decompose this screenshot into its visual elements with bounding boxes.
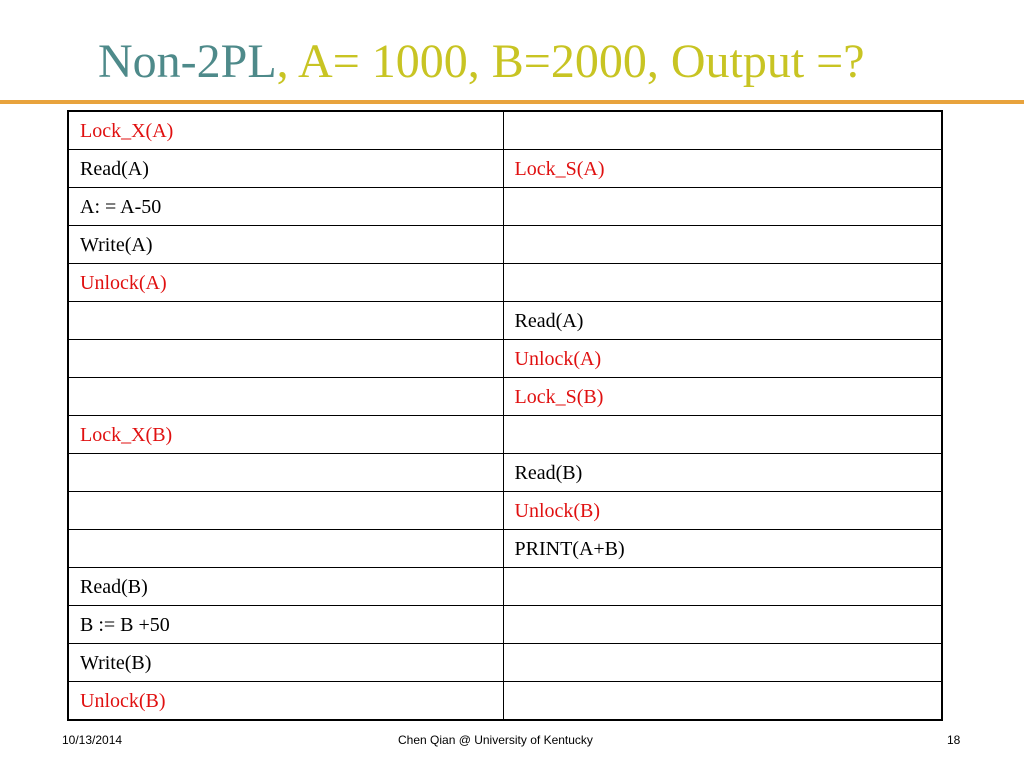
table-row [68,644,942,682]
table-row [68,150,942,188]
transaction-1-step: B := B +50 [68,606,503,644]
table-row [68,454,942,492]
table-row [68,568,942,606]
table-row [68,416,942,454]
transaction-1-step: Lock_X(A) [68,111,503,150]
transaction-2-step [503,264,942,302]
transaction-1-step [68,340,503,378]
table-row [68,264,942,302]
transaction-1-step: Read(B) [68,568,503,606]
transaction-2-step [503,644,942,682]
transaction-2-step: Unlock(B) [503,492,942,530]
table-row [68,226,942,264]
schedule-body [68,111,942,720]
transaction-2-step: Lock_S(A) [503,150,942,188]
table-row [68,302,942,340]
transaction-1-step: Read(A) [68,150,503,188]
transaction-2-step: Read(B) [503,454,942,492]
schedule-table [67,110,943,721]
transaction-2-step [503,111,942,150]
table-row [68,378,942,416]
table-row [68,682,942,721]
table-row [68,606,942,644]
transaction-2-step [503,226,942,264]
footer-author: Chen Qian @ University of Kentucky [398,733,593,747]
transaction-2-step: PRINT(A+B) [503,530,942,568]
transaction-1-step: Unlock(B) [68,682,503,721]
transaction-1-step: Unlock(A) [68,264,503,302]
transaction-1-step: A: = A-50 [68,188,503,226]
transaction-1-step: Write(B) [68,644,503,682]
title-main: Non-2PL [98,35,277,88]
transaction-1-step: Lock_X(B) [68,416,503,454]
transaction-2-step [503,606,942,644]
transaction-2-step: Lock_S(B) [503,378,942,416]
transaction-1-step [68,530,503,568]
transaction-2-step [503,188,942,226]
table-row [68,340,942,378]
table-row [68,530,942,568]
transaction-1-step [68,492,503,530]
table-row [68,492,942,530]
transaction-1-step: Write(A) [68,226,503,264]
transaction-2-step [503,682,942,721]
transaction-1-step [68,454,503,492]
transaction-2-step [503,568,942,606]
footer-date: 10/13/2014 [62,733,123,747]
transaction-2-step: Unlock(A) [503,340,942,378]
title-values: , A= 1000, B=2000, Output =? [276,35,865,88]
slide-title [98,34,865,90]
transaction-2-step [503,416,942,454]
title-divider [0,100,1024,104]
transaction-1-step [68,302,503,340]
table-row [68,188,942,226]
table-row [68,111,942,150]
page-number: 18 [947,733,961,747]
transaction-2-step: Read(A) [503,302,942,340]
transaction-1-step [68,378,503,416]
